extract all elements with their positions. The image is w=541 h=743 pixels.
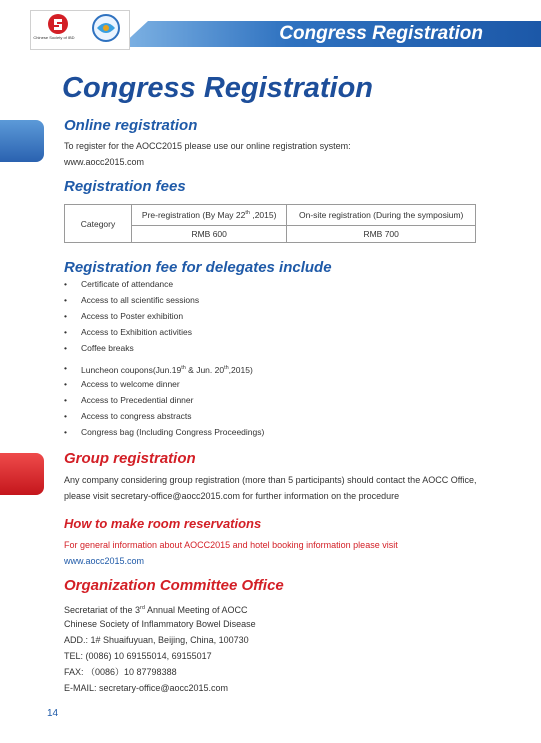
header-banner: [0, 0, 541, 52]
online-text: To register for the AOCC2015 please use our online registration system:: [64, 141, 351, 151]
group-heading: Group registration: [64, 450, 196, 467]
online-url[interactable]: www.aocc2015.com: [64, 157, 145, 167]
office-email[interactable]: E-MAIL: secretary-office@aocc2015.com: [64, 683, 229, 693]
office-heading: Organization Committee Office: [64, 577, 284, 594]
office-address: ADD.: 1# Shuaifuyuan, Beijing, China, 100730: [64, 635, 249, 645]
fees-pre-label: Pre-registration (By May 22th ,2015): [132, 205, 287, 226]
room-heading: How to make room reservations: [64, 516, 262, 531]
fees-onsite-label: On-site registration (During the symposium): [287, 205, 476, 226]
list-item: • Certificate of attendance: [64, 279, 174, 289]
office-line2: Chinese Society of Inflammatory Bowel Disease: [64, 619, 256, 629]
list-item: • Access to Exhibition activities: [64, 327, 193, 337]
office-tel: TEL: (0086) 10 69155014, 69155017: [64, 651, 212, 661]
section-tab-red: [0, 453, 44, 495]
fees-category-cell: Category: [65, 205, 132, 243]
includes-list: [64, 276, 264, 440]
list-item: • Luncheon coupons(Jun.19th & Jun. 20th,2015): [64, 363, 253, 375]
page-title: Congress Registration: [62, 72, 373, 104]
fees-heading: Registration fees: [64, 178, 186, 195]
list-item: • Access to congress abstracts: [64, 411, 192, 421]
fees-pre-value: RMB 600: [132, 226, 287, 243]
list-item: • Access to all scientific sessions: [64, 295, 200, 305]
group-line1: Any company considering group registration (more than 5 participants) should contact the AOCC Office,: [64, 475, 477, 485]
page-number: 14: [47, 708, 59, 719]
logo-text: Chinese Society of IBD: [33, 35, 75, 40]
list-item: • Access to Precedential dinner: [64, 395, 194, 405]
section-tab-blue: [0, 120, 44, 162]
online-heading: Online registration: [64, 117, 198, 134]
room-url[interactable]: www.aocc2015.com: [64, 556, 145, 566]
group-line2: please visit secretary-office@aocc2015.com for further information on the procedure: [64, 491, 400, 501]
fees-onsite-value: RMB 700: [287, 226, 476, 243]
includes-heading: Registration fee for delegates include: [64, 259, 332, 276]
fees-table: [64, 204, 476, 243]
office-fax: FAX: （0086）10 87798388: [64, 667, 177, 677]
office-line1: Secretariat of the 3rd Annual Meeting of AOCC: [64, 605, 248, 615]
header-title: Congress Registration: [279, 23, 483, 44]
list-item: • Access to welcome dinner: [64, 379, 180, 389]
list-item: • Access to Poster exhibition: [64, 311, 184, 321]
logos: [30, 10, 130, 50]
csibd-logo: [36, 13, 80, 47]
room-text: For general information about AOCC2015 and hotel booking information please visit: [64, 540, 398, 550]
list-item: • Coffee breaks: [64, 343, 134, 353]
list-item: • Congress bag (Including Congress Proceedings): [64, 427, 265, 437]
aocc-logo: [87, 13, 125, 47]
